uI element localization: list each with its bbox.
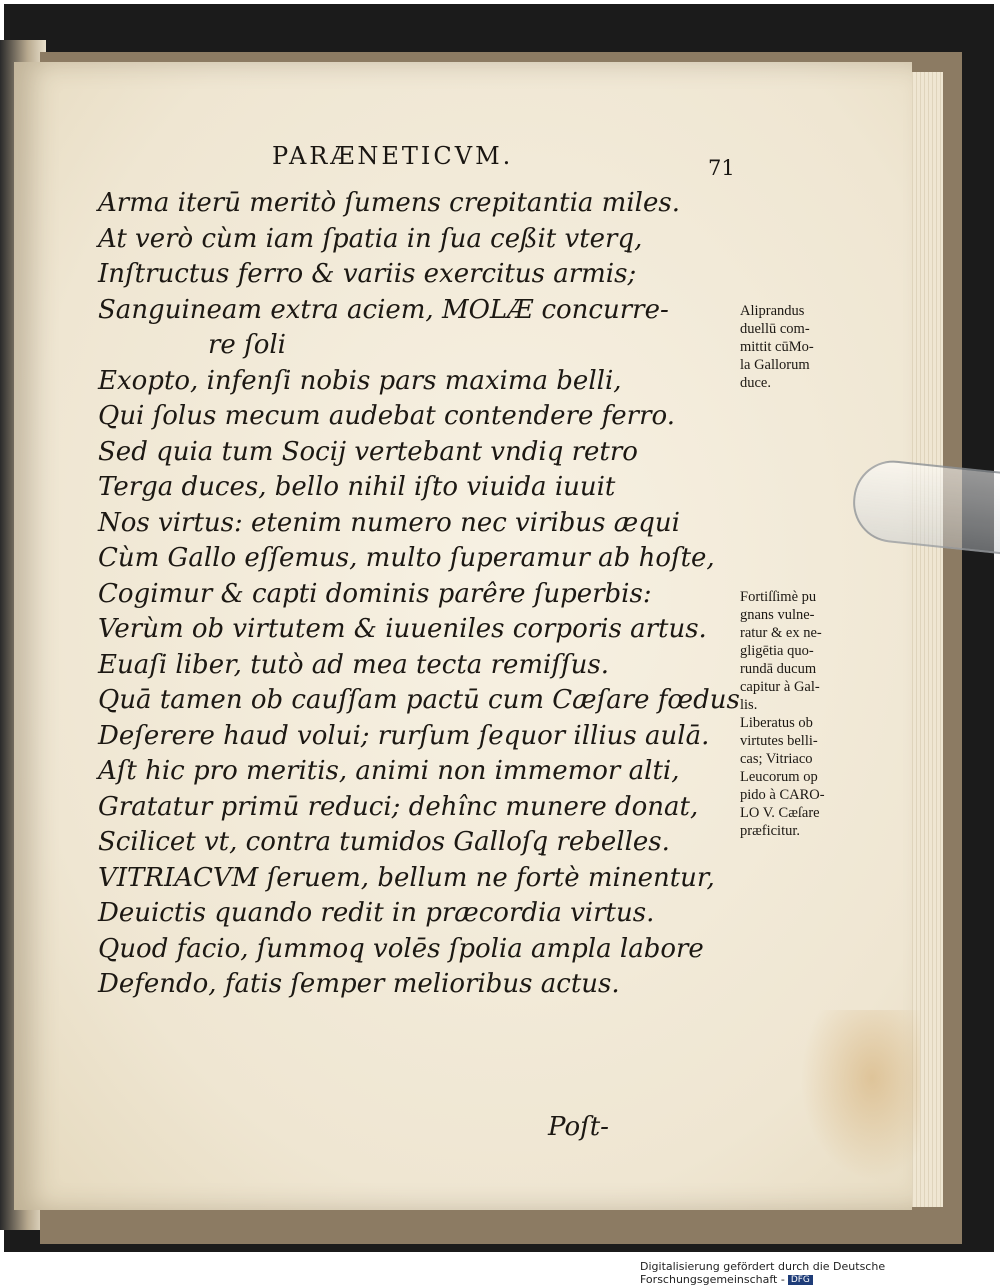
paper-stain — [800, 1010, 920, 1180]
footer — [640, 1260, 1000, 1286]
verse-line: Gratatur primū reduci; dehînc munere donat, — [98, 791, 699, 822]
running-header: PARÆNETICVM. — [272, 142, 514, 170]
catchword: Poſt- — [548, 1112, 609, 1142]
verse-line: Aſt hic pro meritis, animi non immemor alti, — [98, 756, 680, 786]
verse-line: Qui ſolus mecum audebat contendere ferro. — [98, 401, 675, 431]
verse-line: Terga duces, bello nihil iſto viuida iuuit — [98, 472, 616, 502]
verse-line: Nos virtus: etenim numero nec viribus æqui — [98, 507, 680, 538]
verse-line: Cogimur & capti dominis parêre ſuperbis: — [98, 578, 652, 609]
verse-line: Quā tamen ob cauſſam pactū cum Cæſare fœdus — [98, 685, 740, 715]
verse-line: Quod facio, ſummoq̧ volēs ſpolia ampla labore — [98, 933, 704, 964]
marginal-note: Aliprandus duellū com- mittit cūMo- la Gallorum duce. — [740, 303, 814, 391]
dfg-logo: DFG — [788, 1275, 813, 1285]
verse-line: Deuictis quando redit in præcordia virtus. — [98, 898, 655, 928]
verse-line: Cùm Gallo eſſemus, multo ſuperamur ab hoſte, — [98, 543, 715, 573]
footer-credit: Digitalisierung gefördert durch die Deutsche Forschungsgemeinschaft - — [640, 1260, 886, 1286]
verse-line: Sanguineam extra aciem, MOLÆ concurre- — [98, 294, 669, 325]
verse-line: VITRIACVM ſeruem, bellum ne fortè minentur, — [98, 862, 715, 893]
verse-line: At verò cùm iam ſpatia in ſua ceßit vterq̧, — [98, 223, 643, 254]
verse-line: Arma iterū meritò ſumens crepitantia miles. — [98, 188, 680, 218]
verse-line: Sed quia tum Socij vertebant vndiq̧ retro — [98, 436, 638, 467]
verse-line: re ſoli — [208, 330, 286, 360]
verse-line: Deſerere haud volui; rurſum ſequor illius aulā. — [98, 720, 710, 751]
verse-line: Inſtructus ferro & variis exercitus armis; — [98, 259, 637, 289]
verse-line: Euaſi liber, tutò ad mea tecta remiſſus. — [98, 649, 609, 680]
verse-line: Verùm ob virtutem & iuueniles corporis artus. — [98, 614, 707, 644]
verse-line: Scilicet vt, contra tumidos Galloſq̧ rebelles. — [98, 827, 670, 857]
verse-line: Defendo, fatis ſemper melioribus actus. — [98, 969, 620, 999]
marginal-note: Fortiſſimè pu gnans vulne- ratur & ex ne- gligētia quo- rundā ducum capitur à Gal- lis. Liberatus ob virtutes belli- cas; Vitriaco Leucorum op pido à CARO- LO V. Cæſare præficitur. — [740, 589, 825, 839]
page-number: 71 — [708, 156, 735, 180]
verse-line: Exopto, infenſi nobis pars maxima belli, — [98, 365, 622, 396]
verse-block — [98, 186, 738, 1003]
